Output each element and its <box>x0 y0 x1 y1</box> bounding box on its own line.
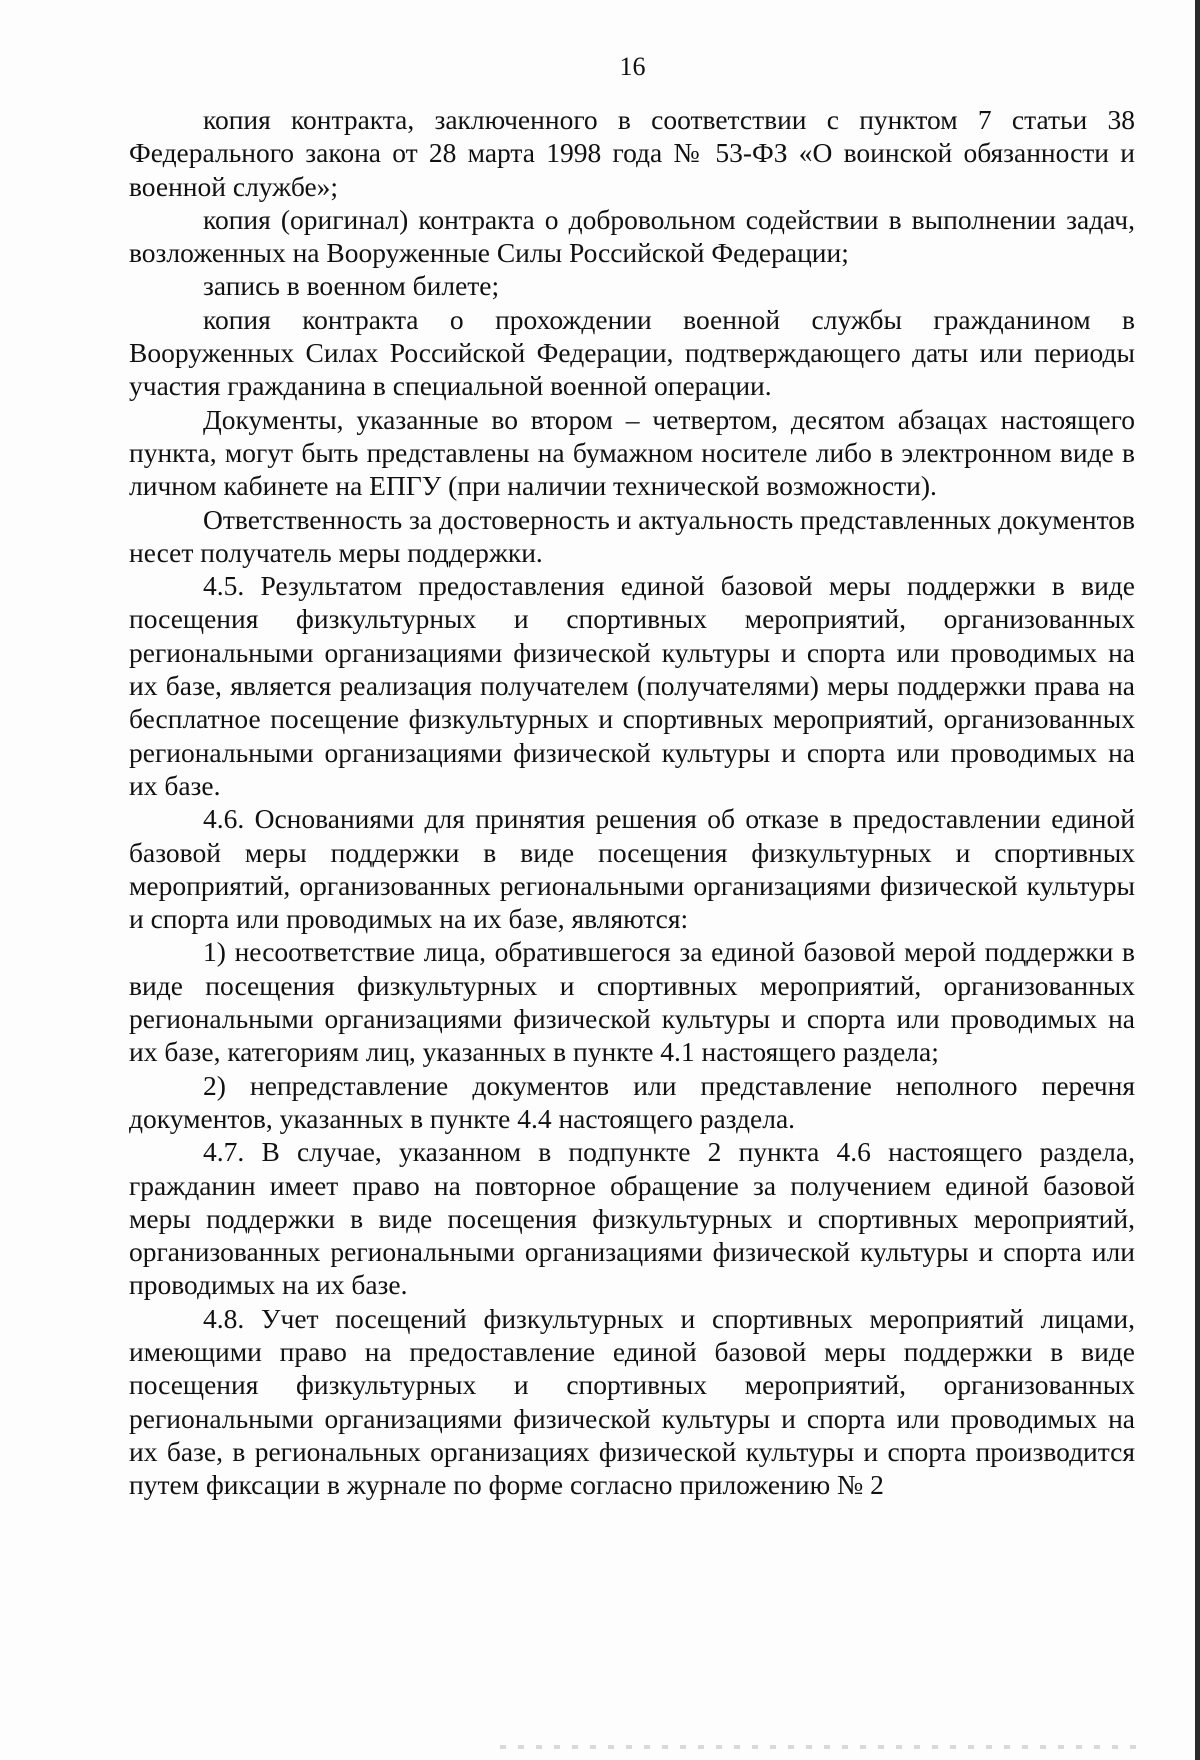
paragraph-military-id-record: запись в военном билете; <box>203 270 500 302</box>
paragraph-contract-copy: копия контракта, заключенного в соответствии с пунктом 7 статьи 38 Федерального закона от 28 марта 1998 года № 53-ФЗ «О воинской обязанности и военной службе»; <box>129 104 1135 202</box>
paragraph-4-6: 4.6. Основаниями для принятия решения об отказе в предоставлении единой базовой меры поддержки в виде посещения физкультурных и спортивных мероприятий, организованных региональными организациями физической культуры и спорта или проводимых на их базе, являются: <box>129 803 1135 935</box>
paragraph-4-6-item-2: 2) непредставление документов или представление неполного перечня документов, указанных в пункте 4.4 настоящего раздела. <box>129 1069 1135 1134</box>
scan-artifact <box>500 1745 1140 1749</box>
scan-edge <box>1195 0 1200 1760</box>
paragraph-responsibility: Ответственность за достоверность и актуальность представленных документов несет получатель меры поддержки. <box>129 503 1135 568</box>
paragraph-4-6-item-1: 1) несоответствие лица, обратившегося за единой базовой мерой поддержки в виде посещения физкультурных и спортивных мероприятий, организованных региональными организациями физической культуры и спорта или проводимых на их базе, категориям лиц, указанных в пункте 4.1 настоящего раздела; <box>129 936 1135 1068</box>
paragraph-documents-format: Документы, указанные во втором – четвертом, десятом абзацах настоящего пункта, могут быть представлены на бумажном носителе либо в электронном виде в личном кабинете на ЕПГУ (при наличии технической возможности). <box>129 403 1135 502</box>
document-body <box>129 103 1135 1501</box>
paragraph-voluntary-contract: копия (оригинал) контракта о добровольном содействии в выполнении задач, возложенных на Вооруженные Силы Российской Федерации; <box>129 203 1135 269</box>
paragraph-4-5: 4.5. Результатом предоставления единой базовой меры поддержки в виде посещения физкультурных и спортивных мероприятий, организованных региональными организациями физической культуры и спорта или проводимых на их базе, является реализация получателем (получателями) меры поддержки права на бесплатное посещение физкультурных и спортивных мероприятий, организованных региональными организациями физической культуры и спорта или проводимых на их базе. <box>129 570 1135 801</box>
paragraph-4-7: 4.7. В случае, указанном в подпункте 2 пункта 4.6 настоящего раздела, гражданин имеет право на повторное обращение за получением единой базовой меры поддержки в виде посещения физкультурных и спортивных мероприятий, организованных региональными организациями физической культуры и спорта или проводимых на их базе. <box>129 1136 1135 1301</box>
paragraph-4-8: 4.8. Учет посещений физкультурных и спортивных мероприятий лицами, имеющими право на предоставление единой базовой меры поддержки в виде посещения физкультурных и спортивных мероприятий, организованных региональными организациями физической культуры и спорта или проводимых на их базе, в региональных организациях физической культуры и спорта производится путем фиксации в журнале по форме согласно приложению № 2 <box>129 1302 1135 1501</box>
page-number: 16 <box>619 52 646 81</box>
paragraph-service-contract: копия контракта о прохождении военной службы гражданином в Вооруженных Силах Российской Федерации, подтверждающего даты или периоды участия гражданина в специальной военной операции. <box>129 303 1135 402</box>
